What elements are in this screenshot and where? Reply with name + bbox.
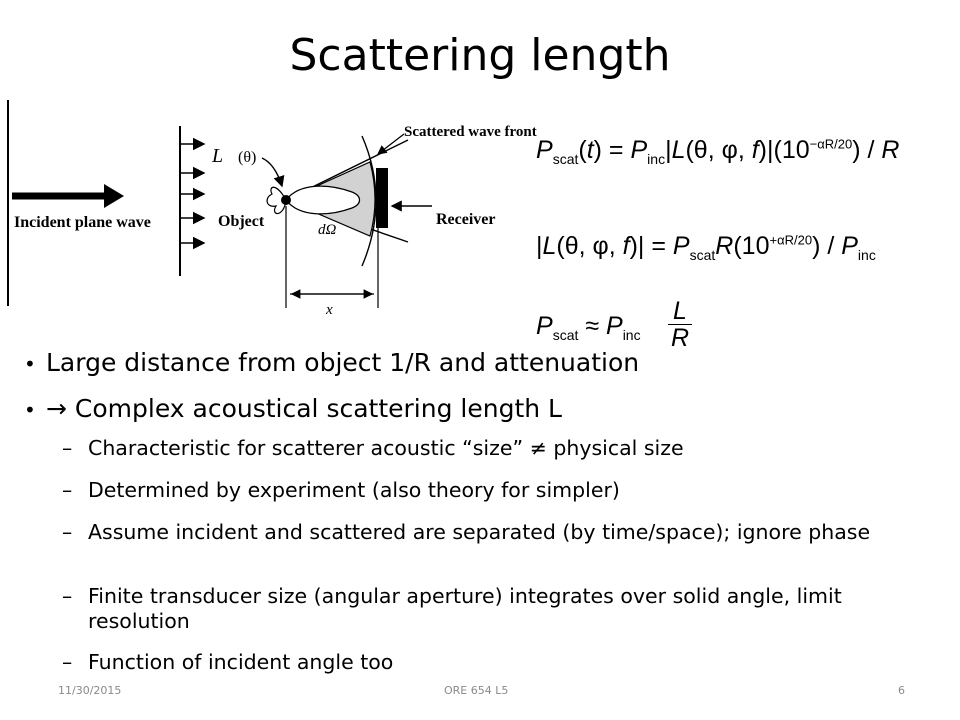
bullet-2 bbox=[46, 394, 562, 423]
footer-course: ORE 654 L5 bbox=[444, 684, 509, 697]
equation-1: $P_{scat}(t) = P_{inc}|L(\theta$, φ, $f)|(10^{-\alpha R/20})$ / R bbox=[536, 136, 900, 167]
theta-label: (θ) bbox=[238, 149, 257, 166]
bullet-dot: • bbox=[24, 352, 36, 376]
object-point bbox=[281, 195, 291, 205]
slide-title: Scattering length bbox=[289, 30, 671, 81]
x-label: x bbox=[326, 302, 333, 318]
sub-bullet-dash: – bbox=[62, 478, 73, 502]
sub-bullet-dash: – bbox=[62, 436, 73, 460]
bullet-1: Large distance from object 1/R and attenuation bbox=[46, 348, 640, 377]
receiver-block bbox=[376, 168, 388, 228]
right-arrow-icon: → bbox=[46, 394, 67, 423]
sub-bullet-4: Finite transducer size (angular aperture) integrates over solid angle, limit resolution bbox=[88, 584, 842, 633]
object-label: Object bbox=[218, 213, 265, 230]
equations-block: $P_{scat}(t) = P_{inc}|L(\theta$, φ, $f)|(10^{-\alpha R/20})$ / R |L(θ, φ, $f)| = P_{scat}R(10^{+\alpha R/20}) / P_{inc}$ $P_{scat} \approx P_{inc}$ L R bbox=[536, 136, 900, 352]
bullet-dot: • bbox=[24, 398, 36, 422]
sub-bullet-dash: – bbox=[62, 650, 73, 674]
receiver-label: Receiver bbox=[436, 211, 496, 228]
scattering-lobe bbox=[286, 186, 360, 214]
l-symbol-label: L bbox=[212, 145, 224, 167]
d-omega-label: dΩ bbox=[318, 222, 337, 238]
sub-bullet-2: Determined by experiment (also theory for simpler) bbox=[88, 478, 620, 502]
sub-bullet-3: Assume incident and scattered are separated (by time/space); ignore phase bbox=[88, 520, 871, 544]
bullet-2-text: Complex acoustical scattering length L bbox=[66, 394, 562, 423]
incident-arrow-head bbox=[104, 184, 124, 208]
sub-bullet-5: Function of incident angle too bbox=[88, 650, 394, 674]
sub-bullet-dash: – bbox=[62, 584, 73, 608]
theta-arrow bbox=[262, 158, 282, 186]
equation-2: |L(θ, φ, $f)| = P_{scat}R(10^{+\alpha R/20}) / P_{inc}$ bbox=[536, 232, 876, 263]
sub-bullet-dash: – bbox=[62, 520, 73, 544]
scattered-wave-front-label: Scattered wave front bbox=[404, 124, 537, 140]
incident-plane-wave-label: Incident plane wave bbox=[14, 214, 151, 231]
footer-page-number: 6 bbox=[898, 684, 905, 697]
footer-date: 11/30/2015 bbox=[58, 684, 122, 697]
sub-bullet-1: Characteristic for scatterer acoustic “size” ≠ physical size bbox=[88, 436, 684, 460]
scattering-diagram bbox=[0, 96, 540, 326]
